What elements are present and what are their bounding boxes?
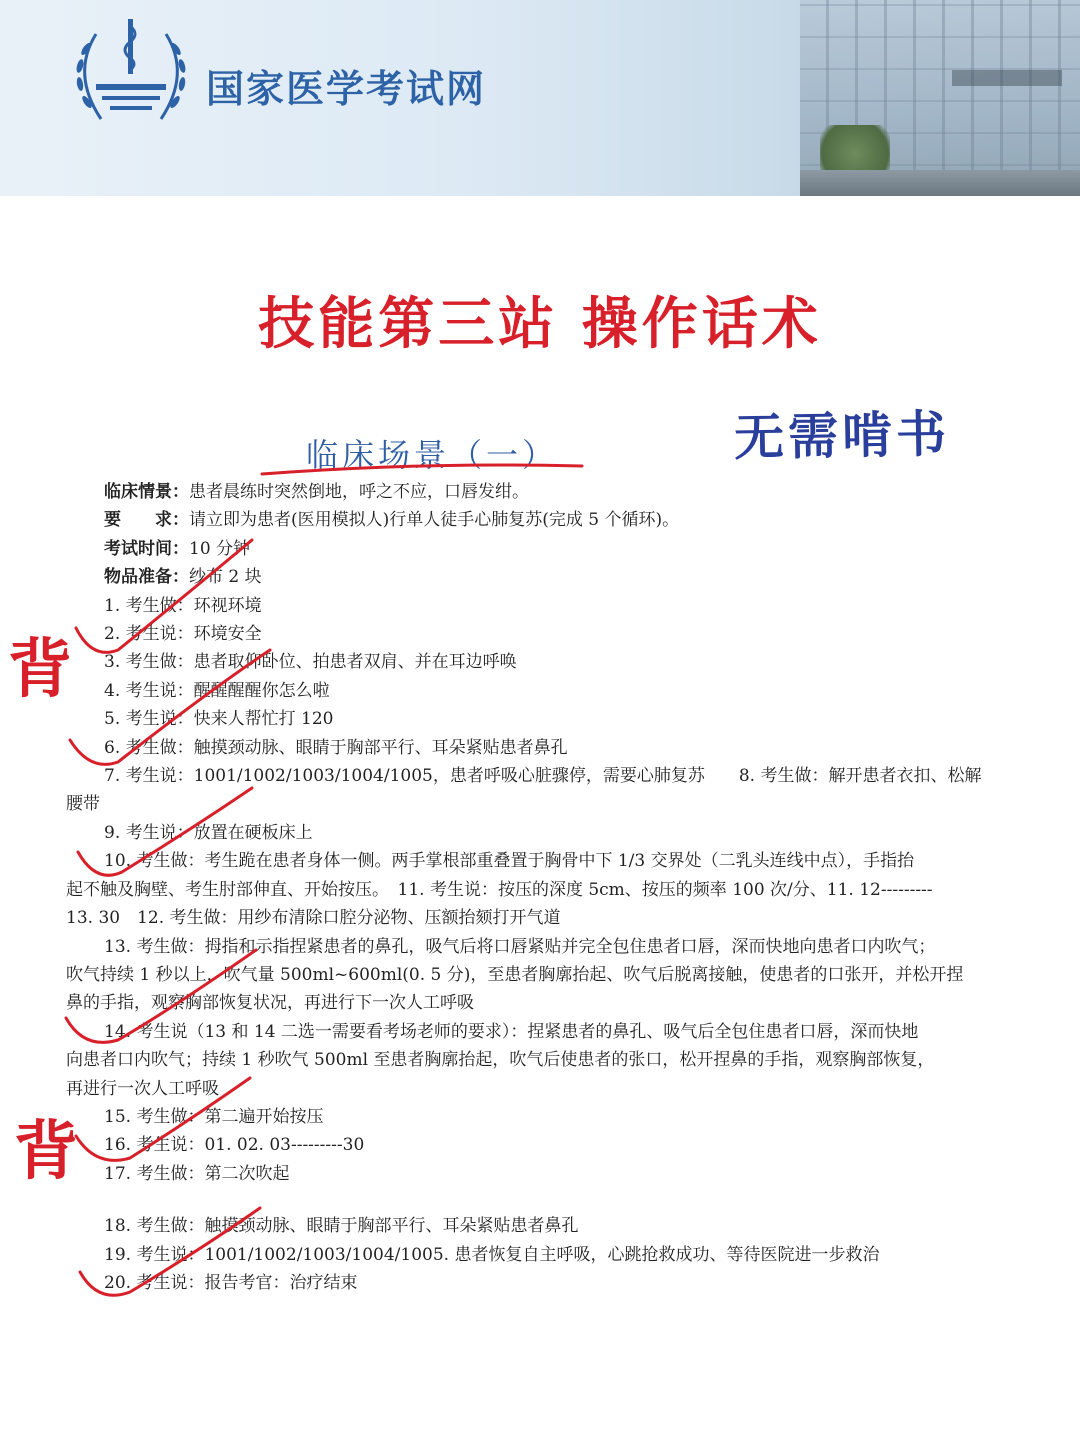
step-line: 吹气持续 1 秒以上，吹气量 500ml~600ml(0. 5 分)，至患者胸廓抬起、吹气后脱离接触，使患者的口张开，并松开捏 — [66, 964, 964, 985]
step-line: 19. 考生说：1001/1002/1003/1004/1005. 患者恢复自主呼吸，心跳抢救成功、等待医院进一步救治 — [104, 1244, 880, 1265]
requirement-label: 要 求： — [104, 510, 189, 531]
requirement-text: 请立即为患者(医用模拟人)行单人徒手心肺复苏(完成 5 个循环)。 — [189, 510, 680, 531]
time-line — [66, 535, 1018, 563]
building-sign — [952, 70, 1062, 86]
step-line: 腰带 — [66, 794, 100, 815]
document-body — [66, 478, 1018, 1297]
step-line: 18. 考生做：触摸颈动脉、眼睛于胸部平行、耳朵紧贴患者鼻孔 — [104, 1216, 579, 1237]
step-line: 再进行一次人工呼吸 — [66, 1078, 219, 1099]
situation-line — [66, 478, 1018, 506]
step-line: 2. 考生说：环境安全 — [104, 624, 262, 645]
step-line: 16. 考生说：01. 02. 03---------30 — [104, 1135, 365, 1156]
step-line: 13. 考生做：拇指和示指捏紧患者的鼻孔，吸气后将口唇紧贴并完全包住患者口唇，深而快地向患者口内吹气； — [104, 936, 936, 957]
handwritten-note: 无需啃书 — [733, 405, 951, 467]
time-label: 考试时间： — [104, 538, 189, 559]
handwritten-recite-mark: 背 — [8, 633, 72, 707]
spacer — [66, 1188, 1018, 1212]
items-text: 纱布 2 块 — [189, 567, 262, 588]
step-line: 1. 考生做：环视环境 — [104, 595, 262, 616]
handwritten-recite-mark: 背 — [14, 1115, 78, 1189]
site-name: 国家医学考试网 — [206, 67, 487, 111]
step-line: 6. 考生做：触摸颈动脉、眼睛于胸部平行、耳朵紧贴患者鼻孔 — [104, 737, 568, 758]
step-line: 5. 考生说：快来人帮忙打 120 — [104, 709, 334, 730]
step-line: 7. 考生说：1001/1002/1003/1004/1005，患者呼吸心脏骤停，需要心肺复苏 8. 考生做：解开患者衣扣、松解 — [104, 766, 982, 787]
medical-exam-center-emblem-icon — [66, 14, 196, 134]
time-text: 10 分钟 — [189, 538, 251, 559]
step-line: 13. 30 12. 考生做：用纱布清除口腔分泌物、压额抬颏打开气道 — [66, 908, 561, 929]
step-line: 起不触及胸壁、考生肘部伸直、开始按压。 11. 考生说：按压的深度 5cm、按压的频率 100 次/分、11. 12--------- — [66, 879, 933, 900]
page-title: 技能第三站 操作话术 — [258, 292, 822, 357]
step-line: 10. 考生做：考生跪在患者身体一侧。两手掌根部重叠置于胸骨中下 1/3 交界处（二乳头连线中点），手指抬 — [104, 851, 915, 872]
ground-photo — [800, 170, 1080, 196]
situation-label: 临床情景： — [104, 482, 189, 502]
step-line: 4. 考生说：醒醒醒醒你怎么啦 — [104, 680, 330, 701]
step-line: 鼻的手指，观察胸部恢复状况，再进行下一次人工呼吸 — [66, 993, 474, 1014]
step-line: 15. 考生做：第二遍开始按压 — [104, 1106, 324, 1127]
step-line: 向患者口内吹气；持续 1 秒吹气 500ml 至患者胸廓抬起，吹气后使患者的张口，松开捏鼻的手指，观察胸部恢复， — [66, 1050, 935, 1071]
step-line: 17. 考生做：第二次吹起 — [104, 1163, 290, 1184]
step-line: 20. 考生说：报告考官：治疗结束 — [104, 1272, 358, 1293]
situation-text: 患者晨练时突然倒地，呼之不应，口唇发绀。 — [189, 482, 529, 502]
scene-title: 临床场景（一） — [306, 436, 559, 474]
step-line: 3. 考生做：患者取仰卧位、拍患者双肩、并在耳边呼唤 — [104, 652, 517, 673]
header-banner — [0, 0, 1080, 196]
step-line: 14. 考生说（13 和 14 二选一需要看考场老师的要求）：捏紧患者的鼻孔、吸气后全包住患者口唇，深而快地 — [104, 1021, 919, 1042]
items-line — [66, 563, 1018, 591]
requirement-line — [66, 506, 1018, 534]
items-label: 物品准备： — [104, 567, 189, 588]
step-line: 9. 考生说：放置在硬板床上 — [104, 822, 313, 843]
